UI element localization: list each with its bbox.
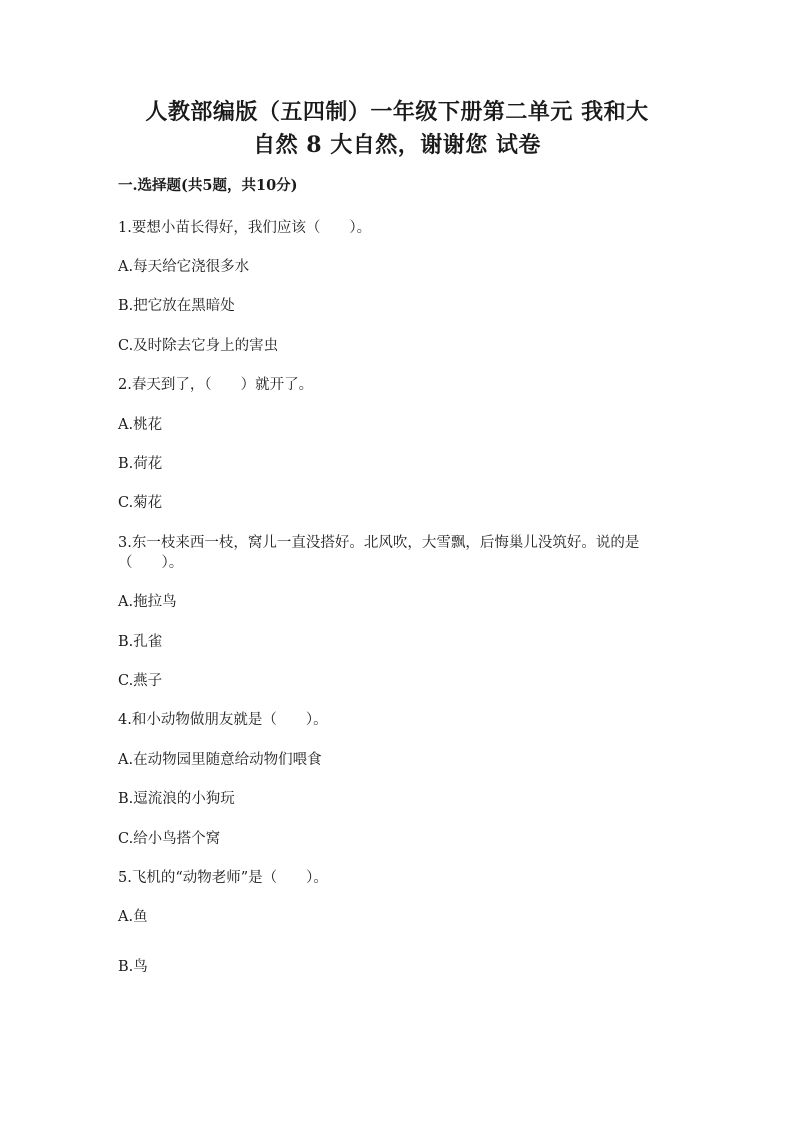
question-1-stem: 1.要想小苗长得好，我们应该（ ）。 — [118, 220, 372, 236]
question-4-option-c: C.给小鸟搭个窝 — [118, 831, 221, 847]
question-5-option-a: A.鱼 — [118, 909, 148, 925]
page-title-line-1: 人教部编版（五四制）一年级下册第二单元 我和大 — [145, 99, 649, 125]
question-3-option-c: C.燕子 — [118, 673, 163, 689]
page-title — [110, 96, 684, 162]
question-5-option-b: B.鸟 — [118, 959, 148, 975]
question-3-option-b: B.孔雀 — [118, 634, 163, 650]
question-2-option-b: B.荷花 — [118, 456, 163, 472]
question-3-stem: 3.东一枝来西一枝，窝儿一直没搭好。北风吹，大雪飘，后悔巢儿没筑好。说的是（ ）。 — [118, 535, 640, 571]
section-heading: 一.选择题(共5题，共10分) — [118, 177, 298, 194]
question-1-option-b: B.把它放在黑暗处 — [118, 298, 235, 314]
question-4-option-a: A.在动物园里随意给动物们喂食 — [118, 752, 322, 768]
question-4-stem: 4.和小动物做朋友就是（ ）。 — [118, 712, 328, 728]
question-2-option-c: C.菊花 — [118, 495, 163, 511]
question-2-option-a: A.桃花 — [118, 417, 163, 433]
question-2-stem: 2.春天到了，（ ）就开了。 — [118, 377, 314, 393]
question-4-option-b: B.逗流浪的小狗玩 — [118, 791, 235, 807]
question-5-stem: 5.飞机的“动物老师”是（ ）。 — [118, 870, 328, 886]
page-title-line-2: 自然 8 大自然，谢谢您 试卷 — [253, 132, 541, 158]
question-3-option-a: A.拖拉鸟 — [118, 594, 177, 610]
question-1-option-c: C.及时除去它身上的害虫 — [118, 338, 279, 354]
question-1-option-a: A.每天给它浇很多水 — [118, 259, 250, 275]
